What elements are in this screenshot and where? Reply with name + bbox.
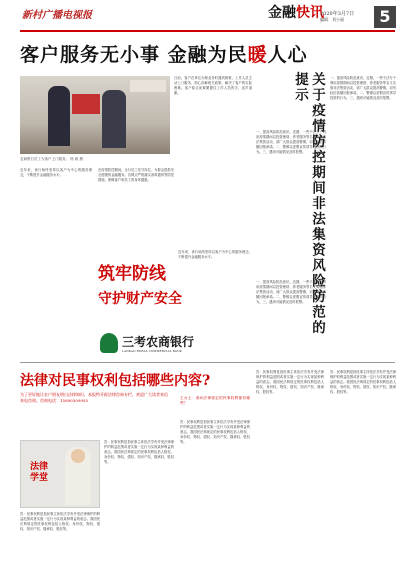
legal-column-1: 答：民事权利是指民事主体依法享有并受法律保护的利益范围或者实施一定行为实现某种利益的意志。我国民法典规定的民事权利包括人格权、身份权、物权、债权、知识产权、继承权、股权等。	[20, 512, 100, 531]
masthead-rule	[20, 30, 395, 32]
section-divider	[20, 362, 395, 363]
main-headline-a: 客户服务无小事 金融为民	[20, 44, 248, 66]
legal-column-label: 法律学堂	[30, 462, 49, 483]
news-photo	[20, 76, 170, 154]
legal-deck: 为了更好地让农户朋友明白法律知识，本报特开辟法律咨询专栏，欢迎广大读者来信来电咨询。咨询电话：15890309955	[20, 392, 168, 403]
bank-name: 三考农商银行	[122, 335, 195, 349]
story-column-4: 近年来，该行始终坚持以客户为中心的服务理念，不断提升金融服务水平。	[178, 250, 252, 259]
editor-credit: 编辑：刘小丽	[320, 17, 344, 22]
legal-column-3: 答：民事权利是指民事主体依法享有并受法律保护的利益范围或者实施一定行为实现某种利益的意志。我国民法典规定的民事权利包括人格权、身份权、物权、债权、知识产权、继承权、股权等。	[180, 420, 250, 444]
story-column-3: 在疫情防控期间，全行员工坚守岗位，为群众提供安全便捷的金融服务。各网点严格落实消毒通风等防控措施，保障客户和员工的身体健康。	[98, 168, 174, 182]
legal-intro: 王女士：请问法律规定的民事权利都有哪些？	[180, 396, 250, 405]
main-headline	[20, 40, 308, 67]
right-column-text-2: 一、提高风险防范意识。近期，一些不法分子利用疫情期间以投资理财、养老服务等名义实施非法集资活动，请广大群众提高警惕，切勿轻信高额回报承诺。二、警惕以虚假宣传诱导投资的行为。三、遇到可疑情况及时报警。	[330, 76, 396, 100]
slogan-line-2: 守护财产安全	[98, 291, 182, 307]
legal-column-4: 答：民事权利是指民事主体依法享有并受法律保护的利益范围或者实施一定行为实现某种利益的意志。我国民法典规定的民事权利包括人格权、身份权、物权、债权、知识产权、继承权、股权等。	[256, 370, 324, 394]
legal-headline: 法律对民事权利包括哪些内容?	[20, 373, 211, 389]
main-headline-c: 人心	[267, 44, 308, 66]
section-title	[268, 2, 324, 22]
bank-logo-icon	[100, 333, 118, 353]
bank-ad	[100, 333, 255, 357]
slogan-line-1: 筑牢防线	[98, 264, 166, 284]
masthead	[0, 0, 410, 30]
legal-column-2: 答：民事权利是指民事主体依法享有并受法律保护的利益范围或者实施一定行为实现某种利益的意志。我国民法典规定的民事权利包括人格权、身份权、物权、债权、知识产权、继承权、股权等。	[104, 440, 174, 464]
story-column-1: 日前，客户在单位办理业务时遇到困难，工作人员主动上门服务，细心讲解相关政策，解决了客户的实际困难。客户临走前紧紧握住工作人员的手，连声道谢。	[174, 76, 252, 95]
security-slogan	[98, 262, 182, 312]
newspaper-logo: 新村广播电视报	[22, 10, 92, 21]
main-headline-b: 暖	[247, 44, 268, 66]
bank-name-en: LANKAO RURAL COMMERCIAL BANK	[122, 349, 182, 353]
right-column-text-1: 一、提高风险防范意识。近期，一些不法分子利用疫情期间以投资理财、养老服务等名义实施非法集资活动，请广大群众提高警惕，切勿轻信高额回报承诺。二、警惕以虚假宣传诱导投资的行为。三、遇到可疑情况及时报警。	[256, 130, 326, 154]
section-title-a: 金融	[268, 5, 296, 21]
story-column-2: 近年来，该行始终坚持以客户为中心的服务理念，不断提升金融服务水平。	[20, 168, 92, 177]
legal-column-5: 答：民事权利是指民事主体依法享有并受法律保护的利益范围或者实施一定行为实现某种利益的意志。我国民法典规定的民事权利包括人格权、身份权、物权、债权、知识产权、继承权、股权等。	[330, 370, 396, 394]
photo-caption: 农商银行员工为客户上门服务。 杨 威 摄	[20, 157, 83, 161]
issue-date: 2020年3月7日	[320, 11, 355, 17]
right-column-text-3: 一、提高风险防范意识。近期，一些不法分子利用疫情期间以投资理财、养老服务等名义实施非法集资活动，请广大群众提高警惕，切勿轻信高额回报承诺。二、警惕以虚假宣传诱导投资的行为。三、遇到可疑情况及时报警。	[256, 280, 326, 304]
section-title-b: 快讯	[296, 5, 324, 21]
page-number-badge: 5	[374, 6, 396, 28]
vertical-headline: 关于疫情防控期间非法集资风险防范的提示	[292, 72, 325, 336]
